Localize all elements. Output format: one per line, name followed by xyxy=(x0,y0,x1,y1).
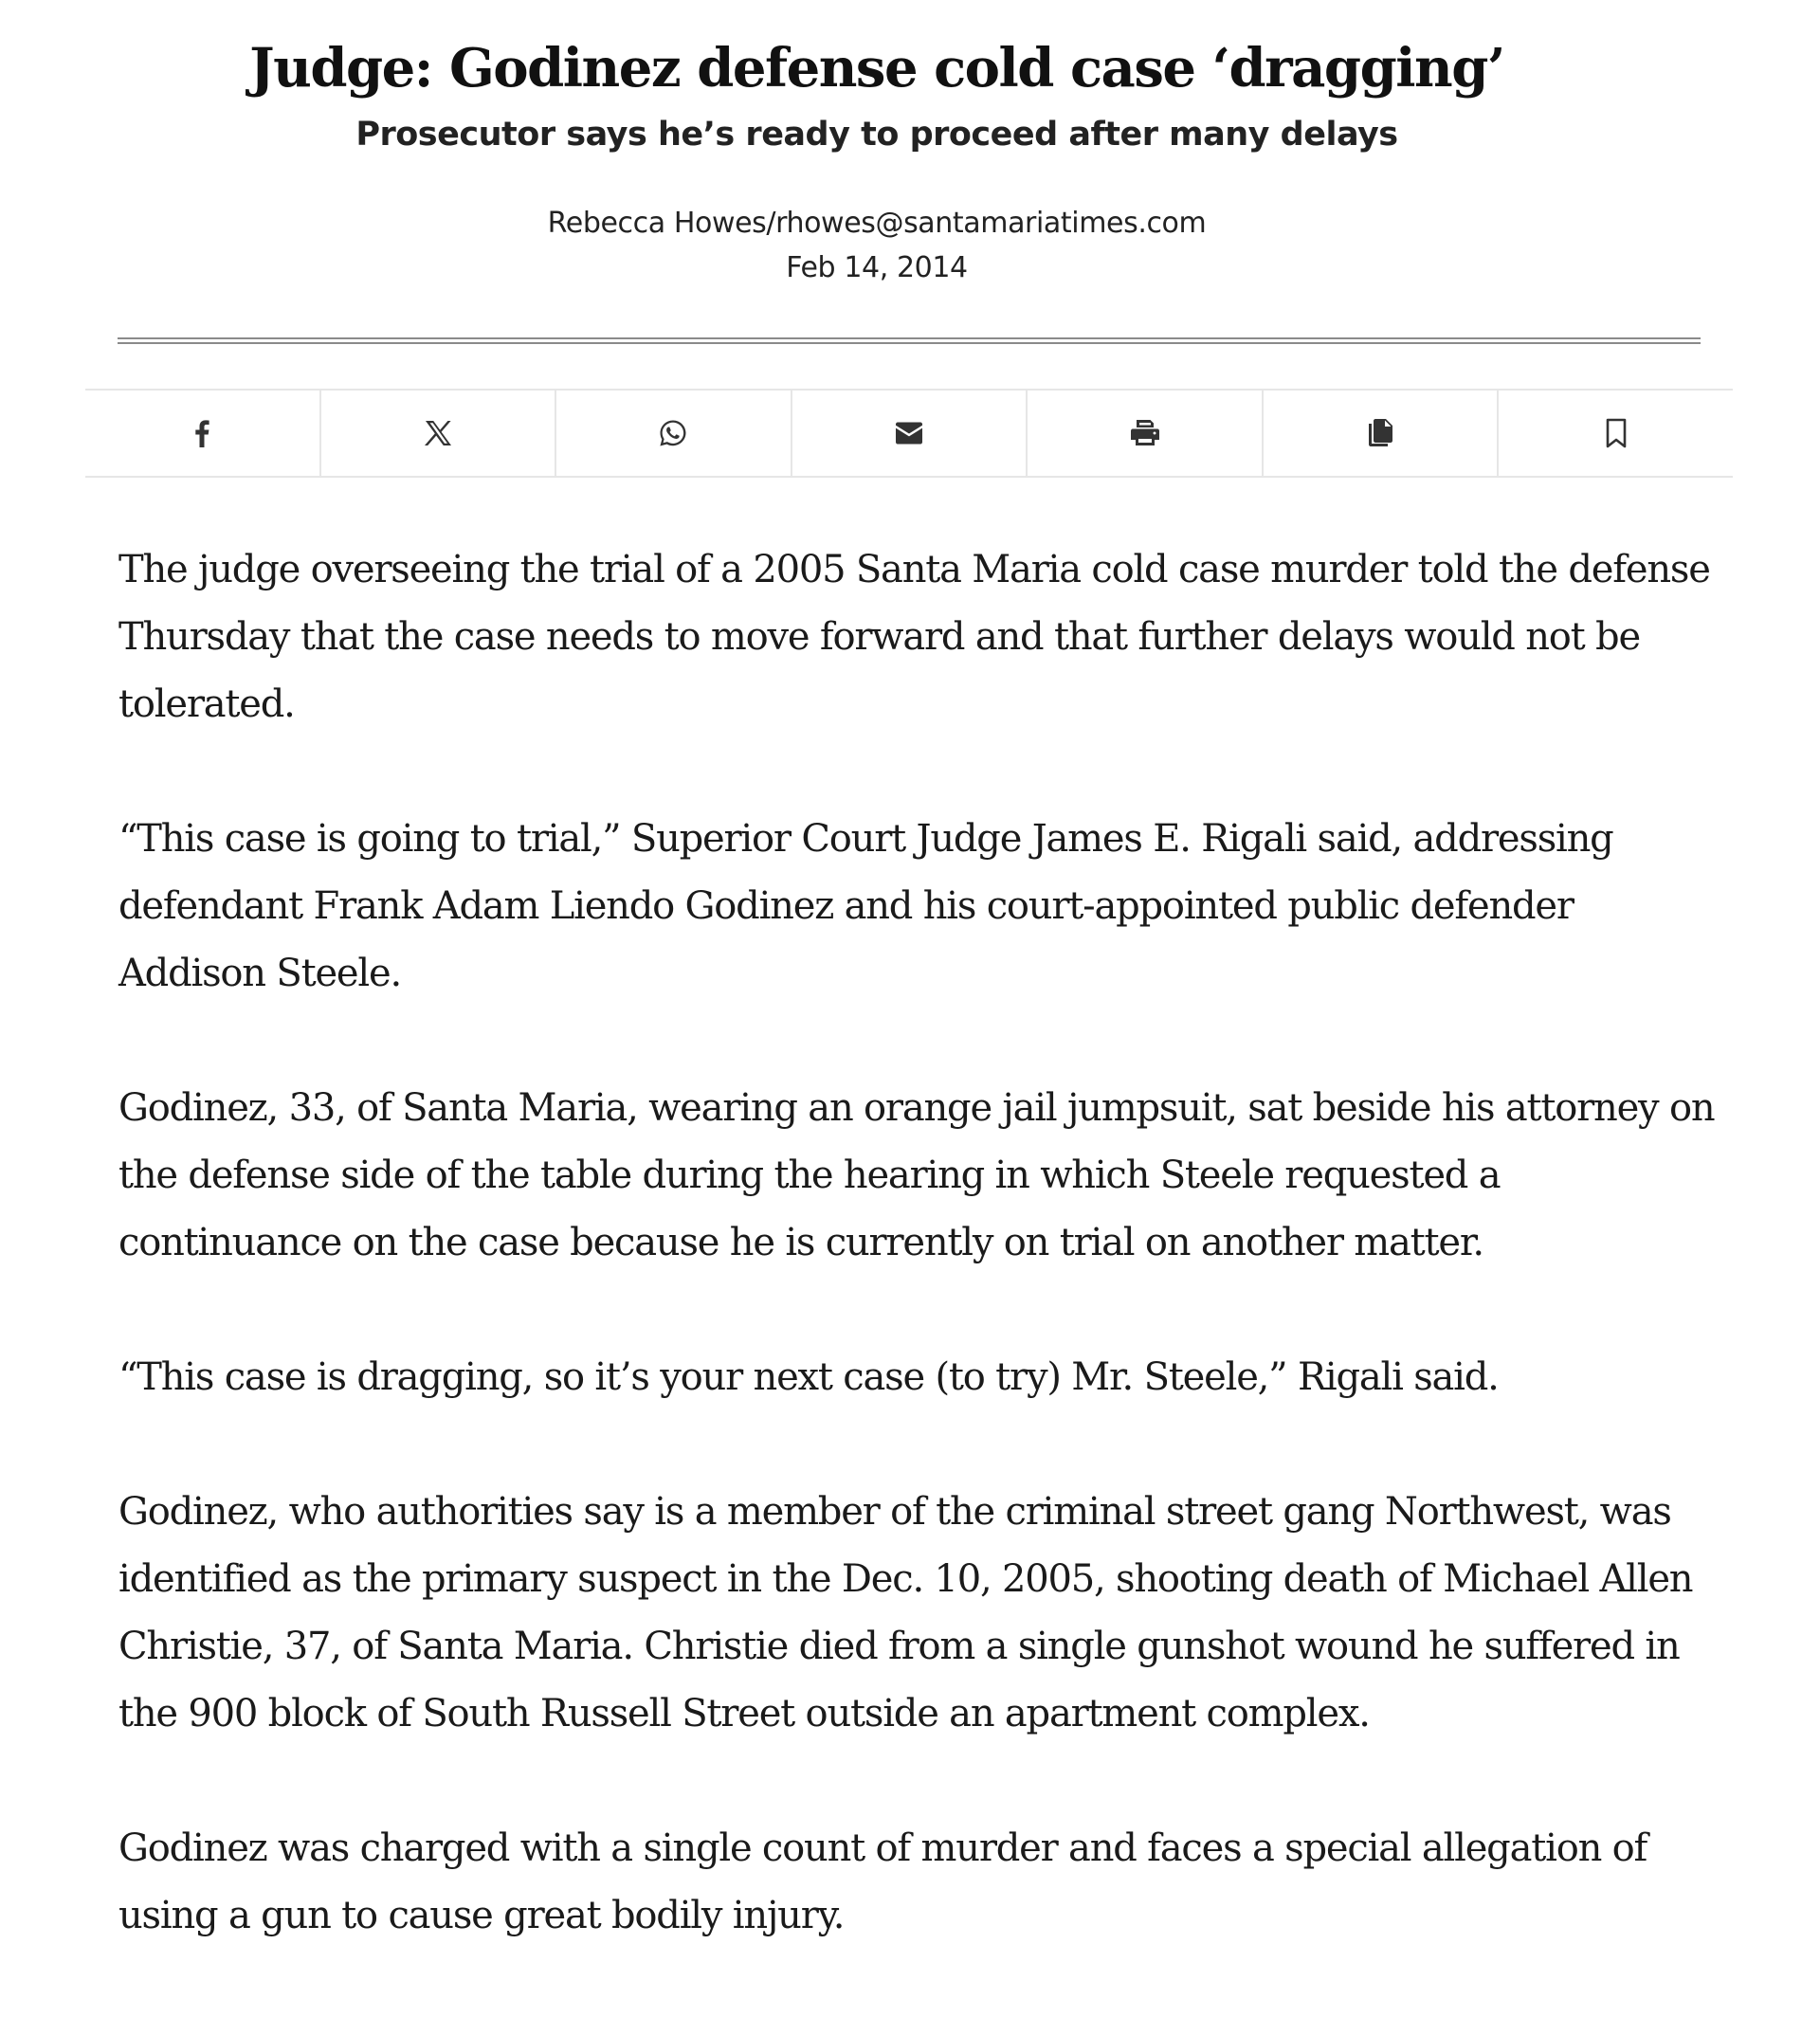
article-body xyxy=(118,536,1730,2017)
bookmark-icon xyxy=(1599,416,1633,450)
article-paragraph: “This case is going to trial,” Superior Court Judge James E. Rigali said, addressing defendant Frank Adam Liendo Godinez and his court-appointed public defender Addison Steele. xyxy=(118,817,1613,995)
subheadline: Prosecutor says he’s ready to proceed after many delays xyxy=(355,116,1398,154)
share-facebook-button[interactable] xyxy=(85,391,321,476)
share-whatsapp-button[interactable] xyxy=(556,391,792,476)
article-paragraph: Godinez, who authorities say is a member of the criminal street gang Northwest, was identified as the primary suspect in the Dec. 10, 2005, shooting death of Michael Allen Christie, 37, of Santa Maria. Christie died from a single gunshot wound he suffered in the 900 block of South Russell Street outside an apartment complex. xyxy=(118,1490,1693,1735)
facebook-icon xyxy=(185,416,219,450)
publish-date: Feb 14, 2014 xyxy=(786,251,968,284)
x-icon xyxy=(421,416,455,450)
header-divider xyxy=(118,337,1701,344)
whatsapp-icon xyxy=(656,416,690,450)
save-bookmark-button[interactable] xyxy=(1499,391,1733,476)
article-paragraph: Godinez was charged with a single count of murder and faces a special allegation of using a gun to cause great bodily injury. xyxy=(118,1826,1647,1937)
byline[interactable]: Rebecca Howes/rhowes@santamariatimes.com xyxy=(547,207,1207,240)
print-icon xyxy=(1128,416,1162,450)
share-email-button[interactable] xyxy=(792,391,1028,476)
copy-icon xyxy=(1363,416,1397,450)
share-toolbar xyxy=(85,389,1733,478)
print-button[interactable] xyxy=(1028,391,1264,476)
article-paragraph: “This case is dragging, so it’s your next case (to try) Mr. Steele,” Rigali said. xyxy=(118,1355,1499,1399)
headline: Judge: Godinez defense cold case ‘dragging’ xyxy=(249,37,1504,100)
copy-link-button[interactable] xyxy=(1264,391,1500,476)
article-paragraph: The judge overseeing the trial of a 2005 Santa Maria cold case murder told the defense Thursday that the case needs to move forward and that further delays would not be tolerated. xyxy=(118,548,1710,726)
share-x-button[interactable] xyxy=(321,391,557,476)
article-paragraph: Godinez, 33, of Santa Maria, wearing an orange jail jumpsuit, sat beside his attorney on the defense side of the table during the hearing in which Steele requested a continuance on the case because he is currently on trial on another matter. xyxy=(118,1086,1715,1264)
email-icon xyxy=(892,416,926,450)
